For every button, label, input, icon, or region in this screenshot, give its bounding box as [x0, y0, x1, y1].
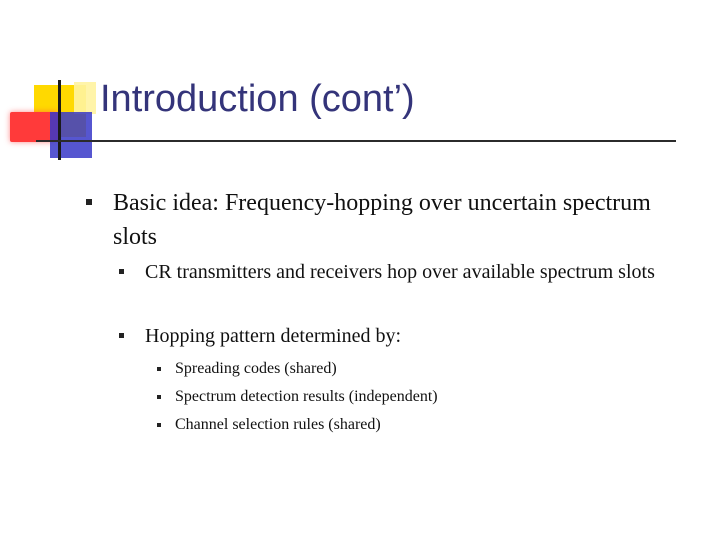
decorative-logo: [0, 0, 110, 170]
logo-vertical-line: [58, 80, 61, 160]
bullet-level2: Hopping pattern determined by:: [145, 325, 402, 347]
square-bullet-icon: [86, 199, 92, 205]
square-bullet-icon: [119, 269, 124, 274]
bullet-level2: CR transmitters and receivers hop over available spectrum slots: [145, 261, 655, 283]
bullet-level1: Basic idea: Frequency-hopping over uncertain spectrum slots: [113, 190, 651, 250]
slide-title: Introduction (cont’): [100, 78, 415, 120]
logo-blue-block: [50, 112, 92, 158]
title-underline: [36, 140, 676, 142]
square-bullet-icon: [157, 423, 161, 427]
bullet-level3: Channel selection rules (shared): [175, 416, 381, 433]
bullet-level3: Spreading codes (shared): [175, 360, 337, 377]
logo-light-block: [74, 82, 96, 114]
square-bullet-icon: [119, 333, 124, 338]
square-bullet-icon: [157, 395, 161, 399]
bullet-level3: Spectrum detection results (independent): [175, 388, 438, 405]
square-bullet-icon: [157, 367, 161, 371]
